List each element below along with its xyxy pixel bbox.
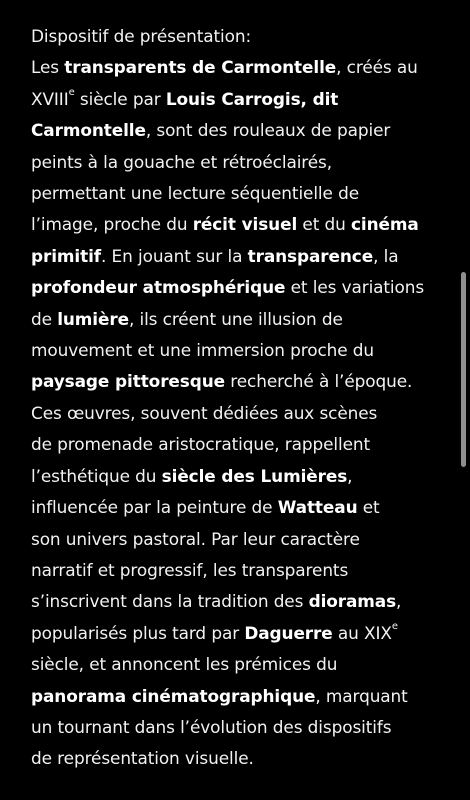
text-line: [31, 272, 461, 303]
text-line: [31, 84, 461, 115]
bold-text: paysage pittoresque: [31, 371, 225, 392]
text-segment: Les: [31, 57, 65, 78]
bold-text: Watteau: [277, 497, 358, 518]
bold-text: transparents de Carmontelle: [64, 57, 337, 78]
text-segment: popularisés plus tard par: [31, 622, 245, 643]
text-segment: ,: [396, 591, 402, 612]
text-segment: et du: [297, 214, 352, 235]
text-segment: l’image, proche du: [31, 214, 193, 235]
text-segment: . En jouant sur la: [101, 245, 248, 266]
text-segment: , la: [373, 245, 399, 266]
text-line: [31, 241, 461, 272]
text-line: [31, 524, 461, 555]
text-segment: , ils créent une illusion de: [128, 308, 343, 329]
text-segment: son univers pastoral. Par leur caractère: [31, 528, 360, 549]
bold-text: Daguerre: [244, 622, 333, 643]
text-line: [31, 618, 461, 649]
text-segment: mouvement et une immersion proche du: [31, 340, 375, 361]
bold-text: lumière: [57, 308, 129, 329]
bold-text: Carmontelle: [31, 120, 146, 141]
text-segment: narratif et progressif, les transparents: [31, 559, 349, 580]
bold-text: primitif: [31, 245, 102, 266]
text-segment: XVIII: [31, 88, 69, 109]
bold-text: profondeur atmosphérique: [31, 277, 286, 298]
text-line: [31, 712, 461, 743]
text-line: [31, 147, 461, 178]
superscript-text: e: [68, 87, 75, 99]
paragraph: [31, 52, 461, 774]
text-segment: Ces œuvres, souvent dédiées aux scènes: [31, 402, 378, 423]
text-segment: et: [357, 497, 380, 518]
text-line: [31, 209, 461, 240]
bold-text: siècle des Lumières: [161, 465, 348, 486]
text-segment: recherché à l’époque.: [225, 371, 413, 392]
bold-text: Louis Carrogis, dit: [165, 88, 339, 109]
text-line: [31, 461, 461, 492]
text-line: [31, 586, 461, 617]
scrollbar[interactable]: [461, 272, 466, 467]
text-line: [31, 52, 461, 83]
text-line: [31, 335, 461, 366]
text-segment: siècle par: [74, 88, 166, 109]
text-segment: influencée par la peinture de: [31, 497, 278, 518]
text-line: [31, 743, 461, 774]
superscript-text: e: [391, 621, 398, 633]
text-line: [31, 681, 461, 712]
text-segment: , créés au: [336, 57, 418, 78]
section-heading: Dispositif de présentation:: [31, 26, 252, 46]
document-body: [31, 21, 461, 775]
text-line: [31, 429, 461, 460]
text-segment: permettant une lecture séquentielle de: [31, 183, 359, 204]
bold-text: récit visuel: [192, 214, 298, 235]
text-line: [31, 366, 461, 397]
text-segment: l’esthétique du: [31, 465, 162, 486]
text-segment: un tournant dans l’évolution des dispositifs: [31, 716, 392, 737]
text-segment: s’inscrivent dans la tradition des: [31, 591, 309, 612]
text-line: [31, 178, 461, 209]
text-line: [31, 398, 461, 429]
bold-text: transparence: [247, 245, 374, 266]
text-segment: de: [31, 308, 58, 329]
text-segment: de représentation visuelle.: [31, 748, 254, 769]
bold-text: dioramas: [308, 591, 397, 612]
text-segment: et les variations: [285, 277, 425, 298]
text-line: [31, 492, 461, 523]
text-line: [31, 555, 461, 586]
text-segment: ,: [347, 465, 353, 486]
text-segment: peints à la gouache et rétroéclairés,: [31, 151, 333, 172]
bold-text: cinéma: [351, 214, 419, 235]
text-line: [31, 115, 461, 146]
text-segment: au XIX: [332, 622, 392, 643]
bold-text: panorama cinématographique: [31, 685, 316, 706]
text-segment: de promenade aristocratique, rappellent: [31, 434, 371, 455]
text-line: [31, 304, 461, 335]
text-segment: , marquant: [315, 685, 408, 706]
text-segment: , sont des rouleaux de papier: [145, 120, 391, 141]
text-segment: siècle, et annoncent les prémices du: [31, 654, 338, 675]
text-line: [31, 649, 461, 680]
